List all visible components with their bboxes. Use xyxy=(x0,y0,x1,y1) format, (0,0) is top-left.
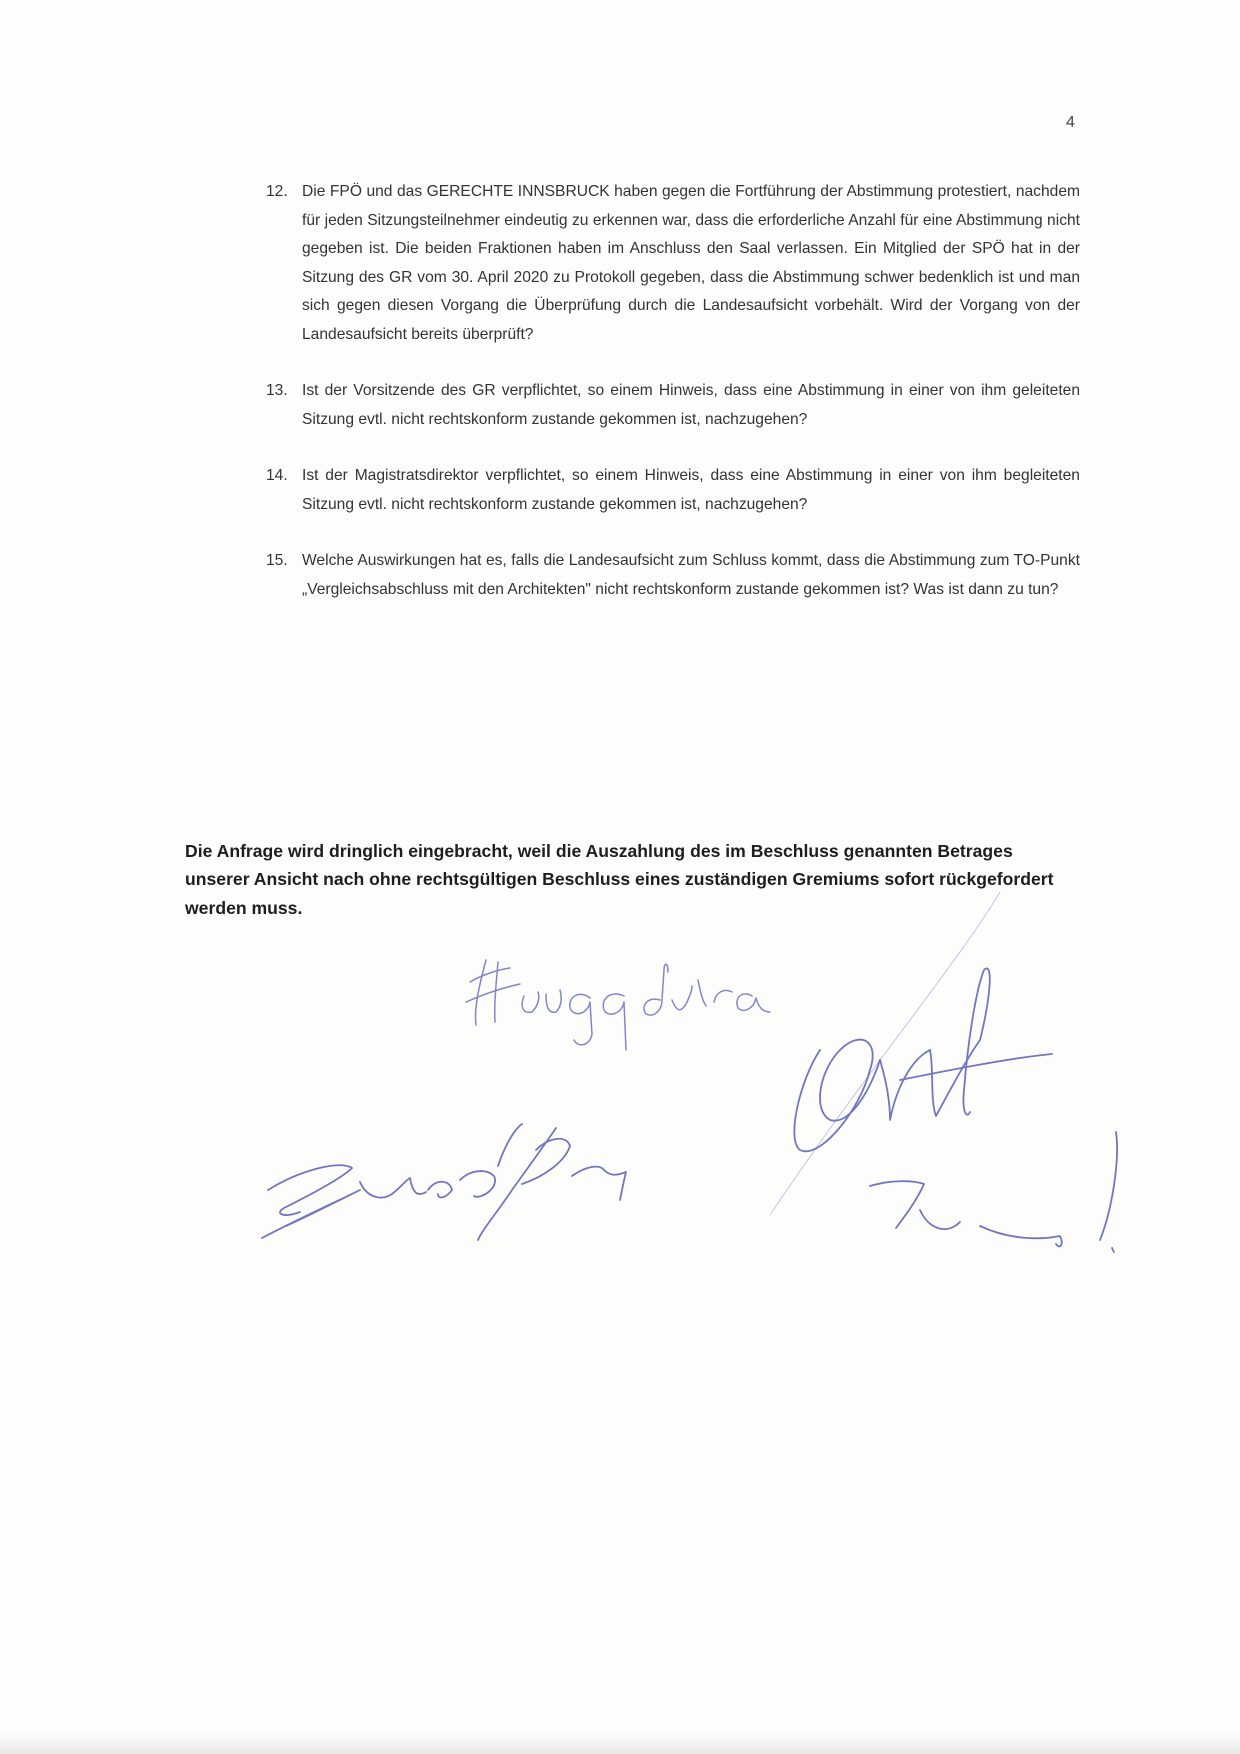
question-15 xyxy=(266,547,1080,604)
signature-haugg-andrea xyxy=(466,960,770,1050)
question-14 xyxy=(266,462,1080,519)
question-text: Ist der Vorsitzende des GR verpflichtet, so einem Hinweis, dass eine Abstimmung in einer von ihm geleiteten Sitzung evtl. nicht rechtskonform zustande gekommen ist, nachzugehen? xyxy=(302,382,1080,428)
urgency-statement: Die Anfrage wird dringlich eingebracht, weil die Auszahlung des im Beschluss genannten Betrages unserer Ansicht nach ohne rechtsgültigen Beschluss eines zuständigen Gremiums sofort rückgefordert werden muss. xyxy=(185,840,1054,918)
question-list xyxy=(266,178,1080,632)
question-text: Welche Auswirkungen hat es, falls die Landesaufsicht zum Schluss kommt, dass die Abstimmung zum TO-Punkt „Vergleichsabschluss mit den Architekten" nicht rechtskonform zustande gekommen ist? Was ist dann zu tun? xyxy=(302,552,1080,598)
question-text: Die FPÖ und das GERECHTE INNSBRUCK haben gegen die Fortführung der Abstimmung protestiert, nachdem für jeden Sitzungsteilnehmer eindeutig zu erkennen war, dass die erforderliche Anzahl für eine Abstimmung nicht gegeben ist. Die beiden Fraktionen haben im Anschluss den Saal verlassen. Ein Mitglied der SPÖ hat in der Sitzung des GR vom 30. April 2020 zu Protokoll gegeben, dass die Abstimmung schwer bedenklich ist und man sich gegen diesen Vorgang die Überprüfung durch die Landesaufsicht vorbehält. Wird der Vorgang von der Landesaufsicht bereits überprüft? xyxy=(302,183,1080,343)
question-13 xyxy=(266,377,1080,434)
question-12 xyxy=(266,178,1080,349)
question-number: 15. xyxy=(266,552,288,569)
signature-left xyxy=(262,1124,626,1240)
question-number: 12. xyxy=(266,183,288,200)
question-number: 13. xyxy=(266,382,288,399)
signature-stroke xyxy=(770,892,1000,1215)
signature-right xyxy=(794,968,1117,1252)
page-number: 4 xyxy=(1066,114,1075,131)
question-text: Ist der Magistratsdirektor verpflichtet, so einem Hinweis, dass eine Abstimmung in einer von ihm begleiteten Sitzung evtl. nicht rechtskonform zustande gekommen ist, nachzugehen? xyxy=(302,467,1080,513)
question-number: 14. xyxy=(266,467,288,484)
